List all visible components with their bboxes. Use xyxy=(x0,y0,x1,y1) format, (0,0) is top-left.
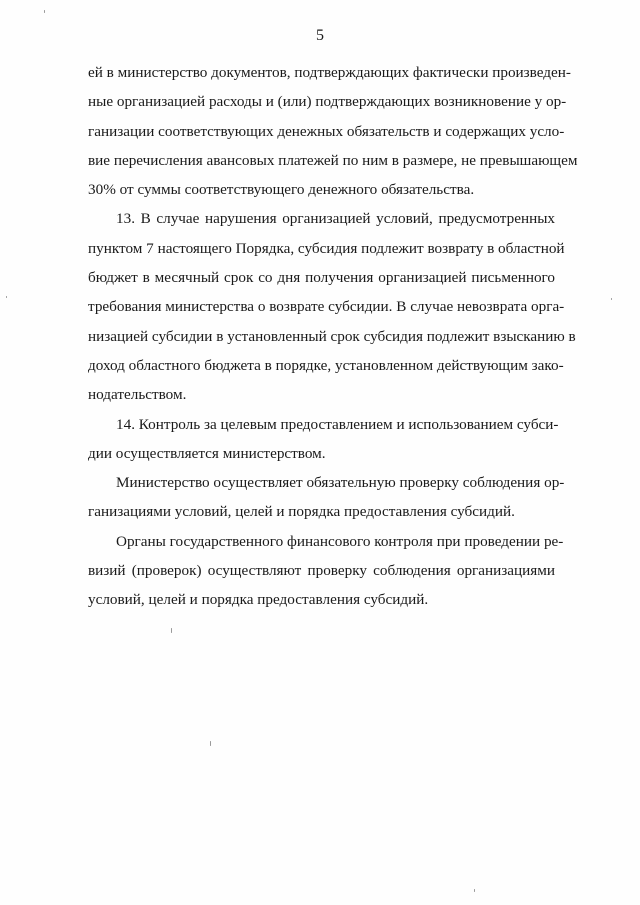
text-line: нодательством. xyxy=(88,386,187,404)
scan-speck xyxy=(210,741,211,746)
text-line: Министерство осуществляет обязательную проверку соблюдения ор- xyxy=(116,474,565,492)
paragraph-item-14 xyxy=(88,410,559,469)
body-text xyxy=(88,58,578,615)
text-line: дии осуществляется министерством. xyxy=(88,444,326,462)
text-line: 14. Контроль за целевым предоставлением и использованием субси- xyxy=(116,415,559,433)
scan-speck xyxy=(171,628,172,633)
text-line: пунктом 7 настоящего Порядка, субсидия подлежит возврату в областной xyxy=(88,239,565,257)
text-line: вие перечисления авансовых платежей по ним в размере, не превышающем xyxy=(88,151,578,169)
text-line: визий (проверок) осуществляют проверку соблюдения организациями xyxy=(88,562,555,580)
paragraph-item-13 xyxy=(88,204,576,409)
text-line: требования министерства о возврате субсидии. В случае невозврата орга- xyxy=(88,298,565,316)
text-line: 13. В случае нарушения организацией условий, предусмотренных xyxy=(116,210,555,228)
scan-speck xyxy=(611,298,612,300)
page-number: 5 xyxy=(316,27,324,44)
text-line: бюджет в месячный срок со дня получения организацией письменного xyxy=(88,269,555,287)
text-line: доход областного бюджета в порядке, установленном действующим зако- xyxy=(88,356,564,374)
text-line: условий, целей и порядка предоставления субсидий. xyxy=(88,591,429,609)
text-line: Органы государственного финансового контроля при проведении ре- xyxy=(116,532,564,550)
text-line: ей в министерство документов, подтверждающих фактически произведен- xyxy=(88,64,571,81)
text-line: ные организацией расходы и (или) подтверждающих возникновение у ор- xyxy=(88,93,567,111)
scan-speck xyxy=(6,296,7,298)
text-line: ганизациями условий, целей и порядка предоставления субсидий. xyxy=(88,503,515,521)
paragraph-continuation xyxy=(88,58,578,204)
paragraph-financial-control xyxy=(88,527,564,615)
scan-speck xyxy=(44,10,45,13)
text-line: низацией субсидии в установленный срок субсидия подлежит взысканию в xyxy=(88,327,576,345)
text-line: ганизации соответствующих денежных обязательств и содержащих усло- xyxy=(88,122,565,140)
scan-speck xyxy=(474,889,475,892)
paragraph-ministry-check xyxy=(88,468,565,527)
text-line: 30% от суммы соответствующего денежного обязательства. xyxy=(88,181,475,199)
